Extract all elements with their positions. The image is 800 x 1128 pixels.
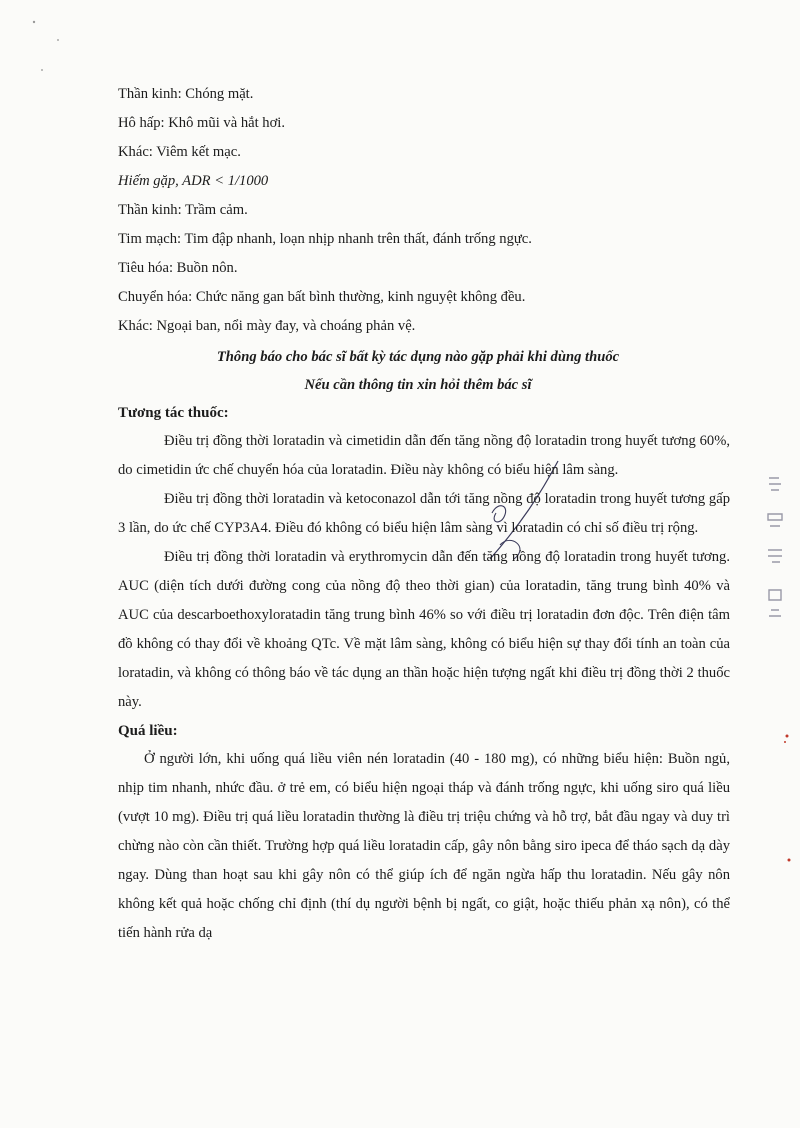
adr-item-nervous: Thần kinh: Chóng mặt.	[118, 86, 254, 102]
rare-adr-heading: Hiếm gặp, ADR < 1/1000	[118, 173, 269, 189]
scan-dot-top-left	[30, 18, 70, 78]
adr-item-respiratory: Hô hấp: Khô mũi và hắt hơi.	[118, 115, 286, 131]
interaction-erythromycin: Điều trị đồng thời loratadin và erythromycin dẫn đến tăng nồng độ loratadin trong huyết tương. AUC (diện tích dưới đường cong của nồng độ theo thời gian) của loratadin, tăng trung bình 40% và AUC của descarboethoxyloratadin tăng trung bình 46% so với điều trị loratadin đơn độc. Trên điện tâm đồ không có thay đổi về khoảng QTc. Về mặt lâm sàng, không có biểu hiện sự thay đổi tính an toàn của loratadin, và không có thông báo về tác dụng an thần hoặc hiện tượng ngất khi điều trị đồng thời 2 thuốc này.	[118, 549, 730, 710]
notice-line-2: Nếu cần thông tin xin hỏi thêm bác sĩ	[304, 377, 532, 393]
overdose-heading: Quá liều:	[118, 723, 178, 739]
interaction-cimetidin: Điều trị đồng thời loratadin và cimetidin dẫn đến tăng nồng độ loratadin trong huyết tương 60%, do cimetidin ức chế chuyển hóa của loratadin. Điều này không có biểu hiện lâm sàng.	[118, 433, 730, 478]
notice-line-1: Thông báo cho bác sĩ bất kỳ tác dụng nào gặp phải khi dùng thuốc	[216, 349, 620, 365]
overdose-paragraph: Ở người lớn, khi uống quá liều viên nén loratadin (40 - 180 mg), có những biểu hiện: Buồn ngủ, nhịp tim nhanh, nhức đầu. ở trẻ em, có biểu hiện ngoại tháp và đánh trống ngực, khi uống siro quá liều (vượt 10 mg). Điều trị quá liều loratadin thường là điều trị triệu chứng và hỗ trợ, bắt đầu ngay và duy trì chừng nào còn cần thiết. Trường hợp quá liều loratadin cấp, gây nôn bằng siro ipeca để tháo sạch dạ dày ngay. Dùng than hoạt sau khi gây nôn có thể giúp ích để ngăn ngừa hấp thu loratadin. Nếu gây nôn không kết quả hoặc chống chỉ định (thí dụ người bệnh bị ngất, co giật, hoặc thiếu phản xạ nôn), có thể tiến hành rửa dạ	[118, 751, 730, 941]
scan-marks-right	[775, 720, 799, 880]
document-page	[118, 80, 730, 948]
rare-item-nervous: Thần kinh: Trầm cảm.	[118, 202, 248, 218]
rare-item-digestive: Tiêu hóa: Buồn nôn.	[118, 260, 238, 276]
rare-item-other: Khác: Ngoại ban, nổi mày đay, và choáng phản vệ.	[118, 318, 416, 334]
rare-item-metabolic: Chuyển hóa: Chức năng gan bất bình thường, kinh nguyệt không đều.	[118, 289, 526, 305]
side-stamp-graphic	[763, 470, 789, 630]
interactions-heading: Tương tác thuốc:	[118, 405, 229, 421]
rare-item-cardio: Tim mạch: Tim đập nhanh, loạn nhịp nhanh trên thất, đánh trống ngực.	[118, 231, 532, 247]
interaction-ketoconazol: Điều trị đồng thời loratadin và ketoconazol dẫn tới tăng nồng độ loratadin trong huyết tương gấp 3 lần, do ức chế CYP3A4. Điều đó không có biểu hiện lâm sàng vì loratadin có chỉ số điều trị rộng.	[118, 491, 730, 536]
adr-item-other: Khác: Viêm kết mạc.	[118, 144, 241, 160]
